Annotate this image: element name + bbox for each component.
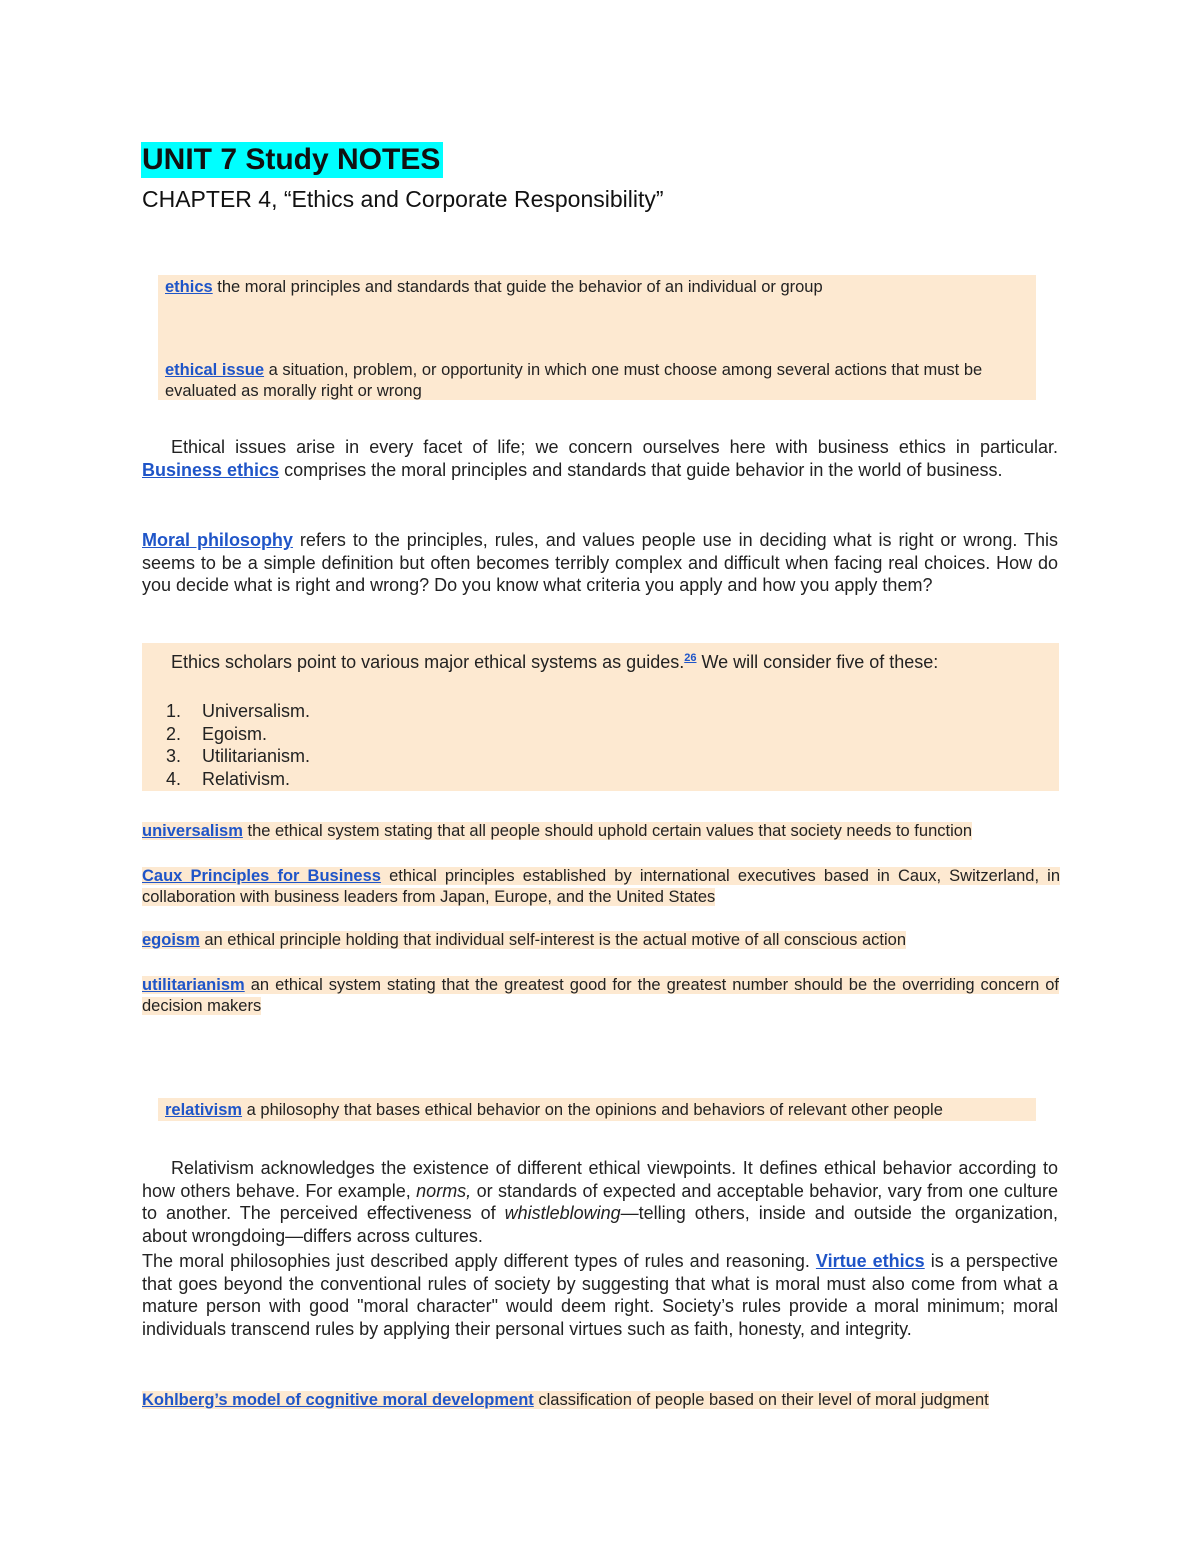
definition-text: the moral principles and standards that guide the behavior of an individual or group	[217, 278, 823, 296]
definition-ethical-issue	[165, 360, 1025, 402]
paragraph-relativism	[142, 1157, 1058, 1247]
emphasis-norms: norms,	[416, 1180, 472, 1201]
ethical-systems-list	[166, 700, 566, 790]
paragraph-moral-philosophy	[142, 529, 1058, 597]
definition-text: a situation, problem, or opportunity in which one must choose among several actions that must be evaluated as morally right or wrong	[165, 361, 983, 400]
chapter-subtitle: CHAPTER 4, “Ethics and Corporate Responsibility”	[142, 186, 664, 212]
list-item: 3. Utilitarianism.	[166, 746, 311, 766]
paragraph-business-ethics	[142, 436, 1058, 481]
paragraph-text: We will consider five of these:	[701, 652, 939, 672]
paragraph-text: —telling others, inside and outside the organization, about wrongdoing—differs across cultures.	[142, 1203, 1058, 1246]
term-link-universalism[interactable]: universalism	[142, 822, 243, 840]
paragraph-text: Ethical issues arise in every facet of life; we concern ourselves here with business ethics in particular.	[171, 437, 1058, 457]
definition-universalism	[142, 821, 1058, 842]
term-link-ethical-issue[interactable]: ethical issue	[165, 361, 265, 379]
definition-egoism	[142, 930, 1058, 951]
paragraph-virtue-ethics	[142, 1250, 1058, 1340]
definition-relativism	[165, 1100, 1025, 1121]
paragraph-text: The moral philosophies just described apply different types of rules and reasoning.	[142, 1251, 810, 1271]
list-item: 4. Relativism.	[166, 768, 291, 789]
emphasis-whistleblowing: whistleblowing	[504, 1203, 621, 1223]
definition-text: a philosophy that bases ethical behavior on the opinions and behaviors of relevant other people	[246, 1101, 943, 1119]
term-link-moral-philosophy[interactable]: Moral philosophy	[142, 530, 293, 550]
definition-kohlberg	[142, 1390, 1058, 1411]
term-link-kohlberg[interactable]: Kohlberg’s model of cognitive moral development	[142, 1391, 534, 1409]
term-link-caux-principles[interactable]: Caux Principles for Business	[142, 867, 381, 885]
definition-text: the ethical system stating that all people should uphold certain values that society needs to function	[247, 822, 973, 840]
footnote-link[interactable]: 26	[684, 652, 697, 664]
paragraph-text: refers to the principles, rules, and values people use in deciding what is right or wrong. This seems to be a simple definition but often becomes terribly complex and difficult when facing real choices. How do you decide what is right and wrong? Do you know what criteria you apply and how you apply them?	[142, 530, 1058, 595]
definition-text: an ethical system stating that the greatest good for the greatest number should be the overriding concern of decision makers	[142, 976, 1060, 1015]
page-title: UNIT 7 Study NOTES	[141, 142, 443, 178]
term-link-business-ethics[interactable]: Business ethics	[142, 459, 280, 480]
definition-ethics	[165, 277, 1025, 298]
term-link-virtue-ethics[interactable]: Virtue ethics	[815, 1251, 925, 1271]
ethical-systems-intro	[171, 646, 1051, 674]
term-link-ethics[interactable]: ethics	[165, 278, 213, 296]
list-item: 2. Egoism.	[166, 723, 268, 744]
paragraph-text: Ethics scholars point to various major ethical systems as guides.	[171, 652, 685, 672]
definition-text: an ethical principle holding that individual self-interest is the actual motive of all conscious action	[204, 931, 907, 949]
paragraph-text: is a perspective that goes beyond the conventional rules of society by suggesting that what is moral must also come from what a mature person with good "moral character" would deem right. Society’s rules provide a moral minimum; moral individuals transcend rules by applying their personal virtues such as faith, honesty, and integrity.	[142, 1251, 1058, 1339]
paragraph-text: or standards of expected and acceptable behavior, vary from one culture to another. The perceived effectiveness of	[142, 1180, 1058, 1223]
definition-caux-principles	[142, 866, 1060, 908]
term-link-egoism[interactable]: egoism	[142, 931, 200, 949]
definition-utilitarianism	[142, 975, 1059, 1017]
list-item: 1. Universalism.	[166, 701, 311, 721]
definition-text: classification of people based on their level of moral judgment	[538, 1391, 989, 1409]
term-link-utilitarianism[interactable]: utilitarianism	[142, 976, 245, 994]
definition-text: ethical principles established by international executives based in Caux, Switzerland, in collaboration with business leaders from Japan, Europe, and the United States	[142, 867, 1061, 906]
paragraph-text: Relativism acknowledges the existence of different ethical viewpoints. It defines ethical behavior according to how others behave. For example,	[142, 1158, 1058, 1201]
term-link-relativism[interactable]: relativism	[165, 1101, 243, 1119]
paragraph-text: comprises the moral principles and standards that guide behavior in the world of business.	[284, 459, 1003, 480]
